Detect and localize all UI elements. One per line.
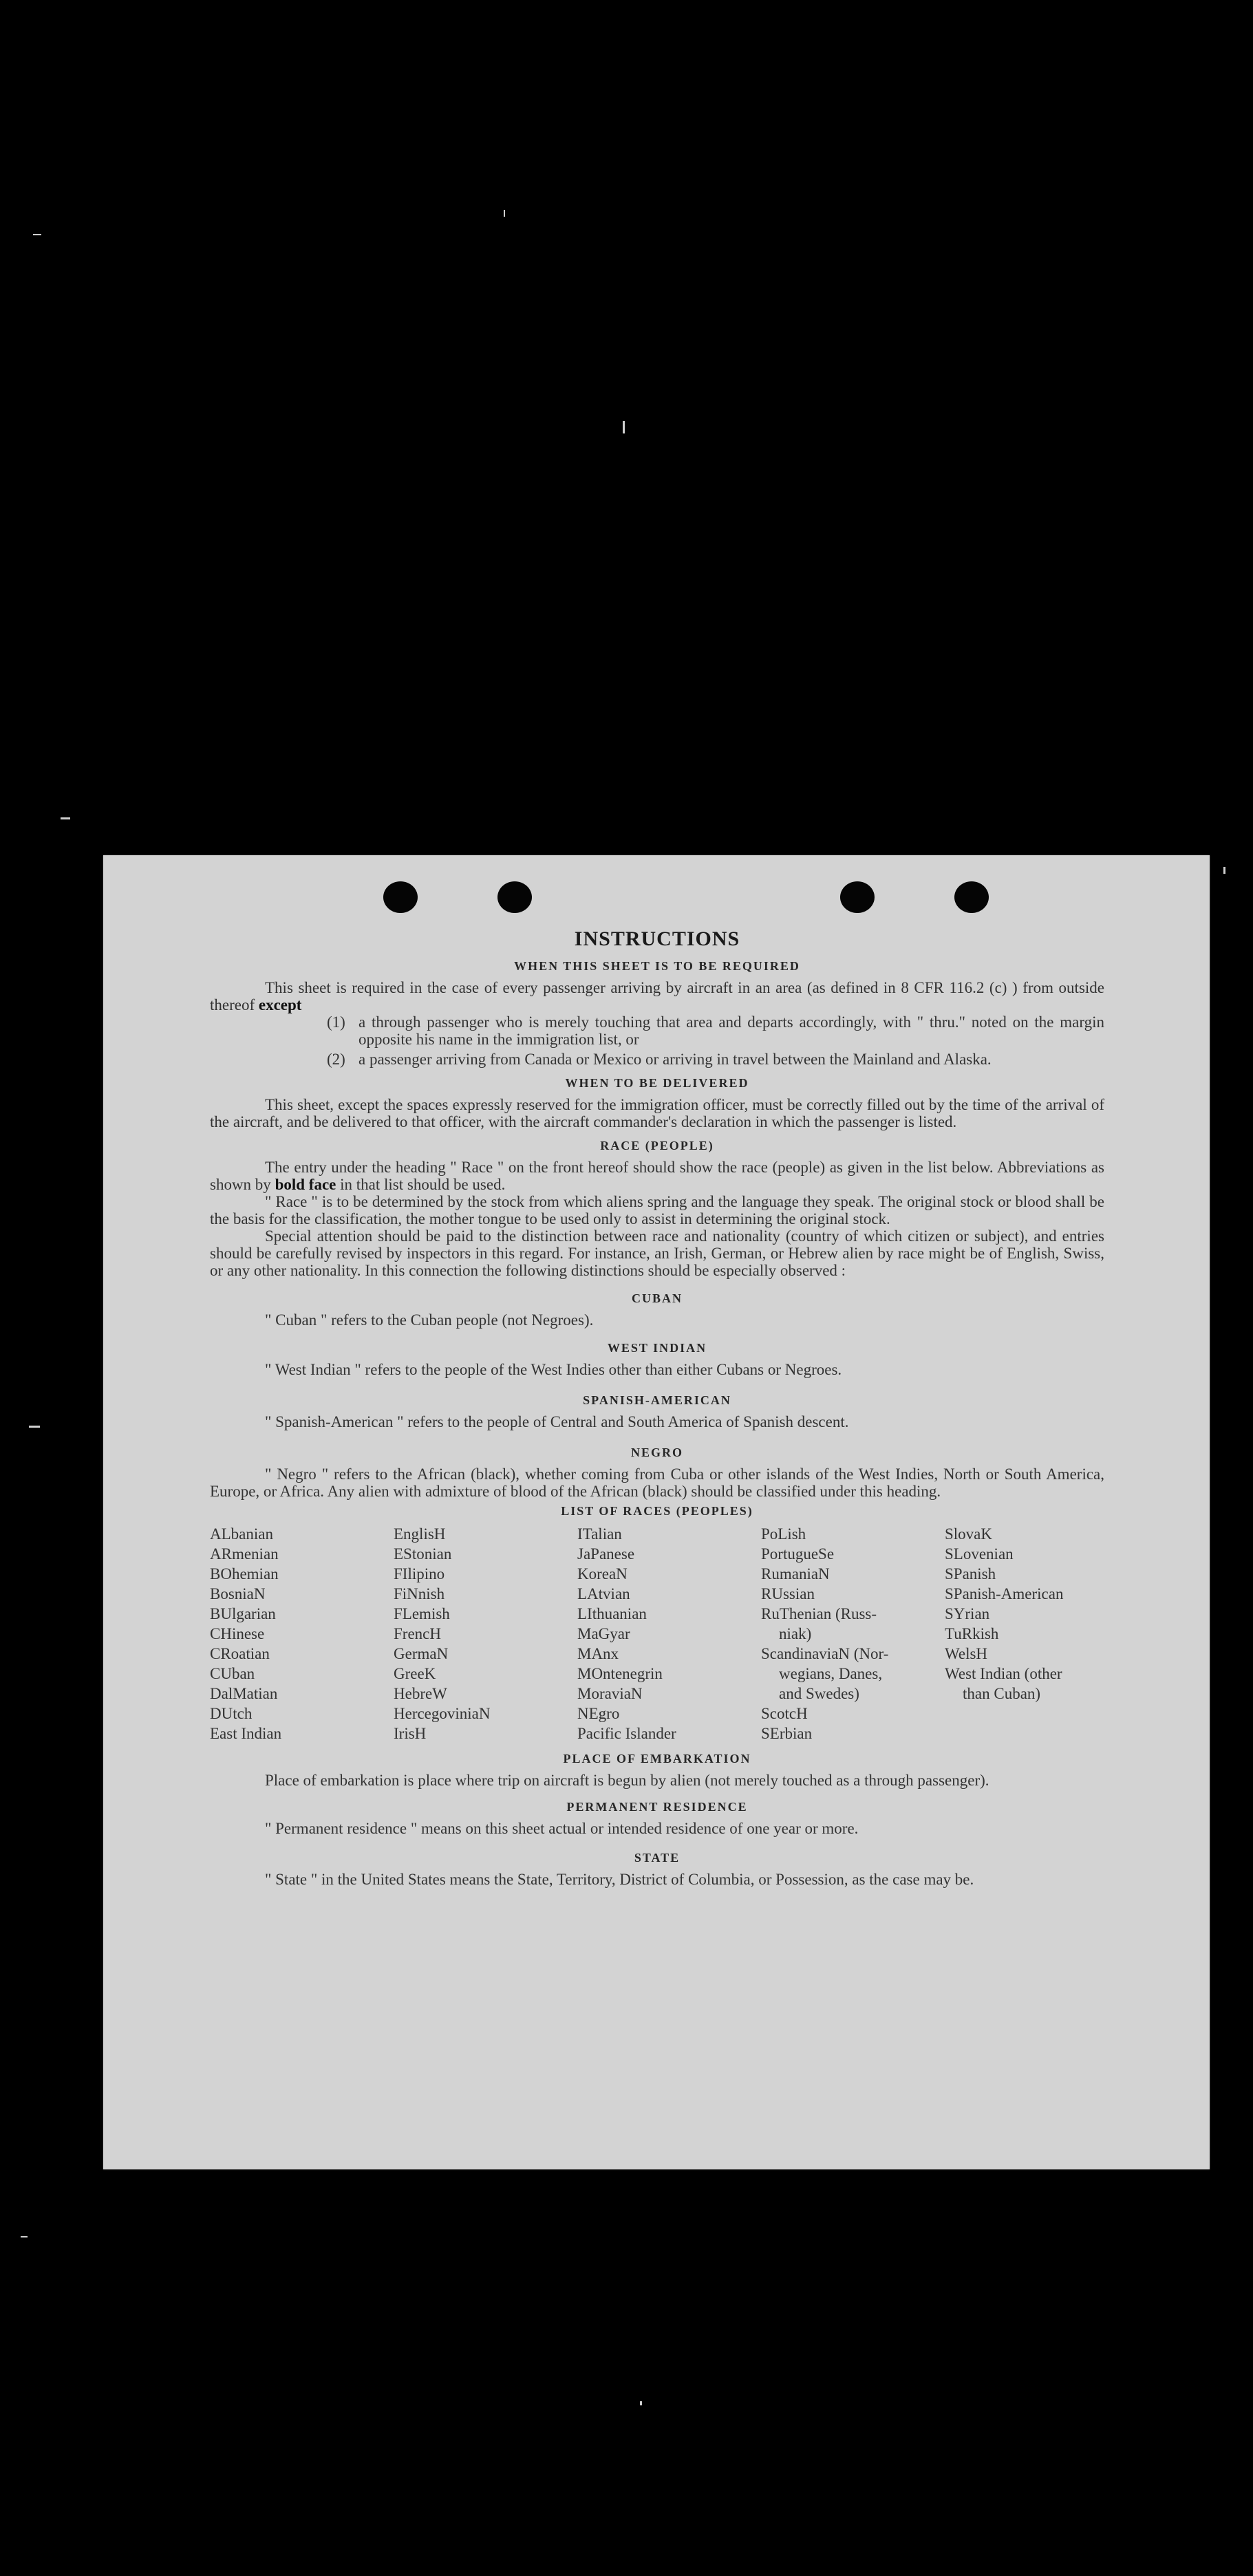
race-entry: PoLish — [761, 1525, 806, 1543]
race-entry: MoraviaN — [577, 1685, 643, 1702]
race-entry: IrisH — [394, 1725, 427, 1742]
race-entry: BosniaN — [210, 1585, 266, 1602]
section-heading-race: RACE (PEOPLE) — [600, 1139, 714, 1152]
races-list — [210, 1524, 1104, 1743]
race-paragraph-1: The entry under the heading " Race " on the front hereof should show the race (people) as given in the list below. Abbreviations as shown by bold face in that list should be used. — [210, 1159, 1104, 1193]
race-paragraph-3: Special attention should be paid to the distinction between race and nationality (country of which citizen or subject), and entries should be carefully revised by inspectors in this regard. For instance, an Irish, German, or Hebrew alien by race might be of English, Swiss, or any other nationality. In this connection the following distinctions should be especially observed : — [210, 1227, 1104, 1279]
race-entry: SYrian — [945, 1605, 990, 1622]
race-entry: FIlipino — [394, 1565, 445, 1582]
race-entry: Pacific Islander — [577, 1725, 676, 1742]
section-heading-cuban: CUBAN — [631, 1291, 683, 1305]
section-heading-negro: NEGRO — [630, 1446, 683, 1459]
race-entry: JaPanese — [577, 1545, 635, 1563]
race-entry: West Indian (other — [945, 1665, 1062, 1682]
races-column — [577, 1524, 761, 1743]
race-entry: ARmenian — [210, 1545, 279, 1563]
race-paragraph-2: " Race " is to be determined by the stock from which aliens spring and the language they speak. The original stock or blood shall be the basis for the classification, the mother tongue to be used only to assist in determining the original stock. — [210, 1193, 1104, 1227]
race-entry: FLemish — [394, 1605, 450, 1622]
race-entry: FiNnish — [394, 1585, 445, 1602]
negro-text: " Negro " refers to the African (black), whether coming from Cuba or other islands of the West Indies, North or South America, Europe, or Africa. Any alien with admixture of blood of the African (black) should be classified under this heading. — [210, 1466, 1104, 1500]
race-entry: RUssian — [761, 1585, 815, 1602]
section-heading-state: STATE — [634, 1851, 681, 1865]
race-entry: RuThenian (Russ- — [761, 1605, 877, 1622]
punch-hole — [383, 881, 418, 913]
cuban-text: " Cuban " refers to the Cuban people (not Negroes). — [265, 1311, 594, 1329]
race-entry: East Indian — [210, 1725, 282, 1742]
race-entry: GreeK — [394, 1665, 436, 1682]
section-heading-west-indian: WEST INDIAN — [607, 1341, 707, 1355]
west-indian-text: " West Indian " refers to the people of the West Indies other than either Cubans or Negroes. — [265, 1361, 842, 1378]
race-entry: HebreW — [394, 1685, 447, 1702]
race-entry: BUlgarian — [210, 1605, 276, 1622]
race-entry: CUban — [210, 1665, 255, 1682]
embarkation-text: Place of embarkation is place where trip on aircraft is begun by alien (not merely touched as a through passenger). — [265, 1772, 989, 1789]
race-entry: MAnx — [577, 1645, 619, 1662]
race-entry: and Swedes) — [779, 1685, 859, 1702]
races-column — [394, 1524, 577, 1743]
required-item: (1) a through passenger who is merely touching that area and departs accordingly, with " thru." noted on the margin opposite his name in the immigration list, or — [327, 1013, 1104, 1048]
required-item: (2) a passenger arriving from Canada or Mexico or arriving in travel between the Mainland and Alaska. — [327, 1051, 992, 1068]
page-title: INSTRUCTIONS — [574, 927, 740, 950]
instructions-content — [210, 927, 1104, 1888]
punch-hole — [497, 881, 532, 913]
race-entry: WelsH — [945, 1645, 988, 1662]
race-entry: MOntenegrin — [577, 1665, 663, 1682]
race-entry: EnglisH — [394, 1525, 446, 1543]
race-entry: KoreaN — [577, 1565, 628, 1582]
punch-hole — [840, 881, 875, 913]
instruction-sheet — [103, 855, 1210, 2169]
race-entry: NEgro — [577, 1705, 620, 1722]
section-heading-spanish-american: SPANISH-AMERICAN — [583, 1393, 731, 1407]
race-entry: BOhemian — [210, 1565, 279, 1582]
races-column — [210, 1524, 394, 1743]
race-entry: HercegoviniaN — [394, 1705, 491, 1722]
race-entry: SlovaK — [945, 1525, 992, 1543]
race-entry: ITalian — [577, 1525, 622, 1543]
section-heading-delivered: WHEN TO BE DELIVERED — [565, 1076, 749, 1090]
spanish-american-text: " Spanish-American " refers to the people of Central and South America of Spanish descent. — [265, 1413, 849, 1430]
race-entry: niak) — [779, 1625, 812, 1642]
race-entry: DUtch — [210, 1705, 253, 1722]
required-intro: This sheet is required in the case of every passenger arriving by aircraft in an area (as defined in 8 CFR 116.2 (c) ) from outside thereof except — [210, 979, 1104, 1013]
race-entry: EStonian — [394, 1545, 452, 1563]
race-entry: LIthuanian — [577, 1605, 647, 1622]
section-heading-residence: PERMANENT RESIDENCE — [566, 1800, 748, 1814]
race-entry: LAtvian — [577, 1585, 630, 1602]
delivered-text: This sheet, except the spaces expressly reserved for the immigration officer, must be correctly filled out by the time of the arrival of the aircraft, and be delivered to that officer, with the aircraft commander's declaration in which the passenger is listed. — [210, 1096, 1104, 1130]
race-entry: TuRkish — [945, 1625, 999, 1642]
race-entry: ALbanian — [210, 1525, 273, 1543]
punch-hole — [954, 881, 989, 913]
race-entry: SLovenian — [945, 1545, 1014, 1563]
race-entry: SPanish-American — [945, 1585, 1064, 1602]
race-entry: CHinese — [210, 1625, 265, 1642]
residence-text: " Permanent residence " means on this sheet actual or intended residence of one year or more. — [265, 1820, 859, 1837]
races-column — [761, 1524, 945, 1743]
race-entry: RumaniaN — [761, 1565, 830, 1582]
race-entry: ScandinaviaN (Nor- — [761, 1645, 889, 1662]
race-entry: ScotcH — [761, 1705, 808, 1722]
race-entry: DalMatian — [210, 1685, 278, 1702]
race-entry: wegians, Danes, — [779, 1665, 883, 1682]
races-column — [945, 1524, 1128, 1743]
section-heading-list-of-races: LIST OF RACES (PEOPLES) — [561, 1504, 753, 1518]
race-entry: FrencH — [394, 1625, 441, 1642]
race-entry: SPanish — [945, 1565, 996, 1582]
section-heading-embarkation: PLACE OF EMBARKATION — [563, 1752, 751, 1765]
section-heading-required: WHEN THIS SHEET IS TO BE REQUIRED — [514, 959, 800, 973]
race-entry: SErbian — [761, 1725, 813, 1742]
race-entry: MaGyar — [577, 1625, 630, 1642]
race-entry: CRoatian — [210, 1645, 270, 1662]
race-entry: PortugueSe — [761, 1545, 835, 1563]
race-entry: GermaN — [394, 1645, 449, 1662]
race-entry: than Cuban) — [963, 1685, 1041, 1702]
state-text: " State " in the United States means the State, Territory, District of Columbia, or Possession, as the case may be. — [265, 1871, 974, 1888]
